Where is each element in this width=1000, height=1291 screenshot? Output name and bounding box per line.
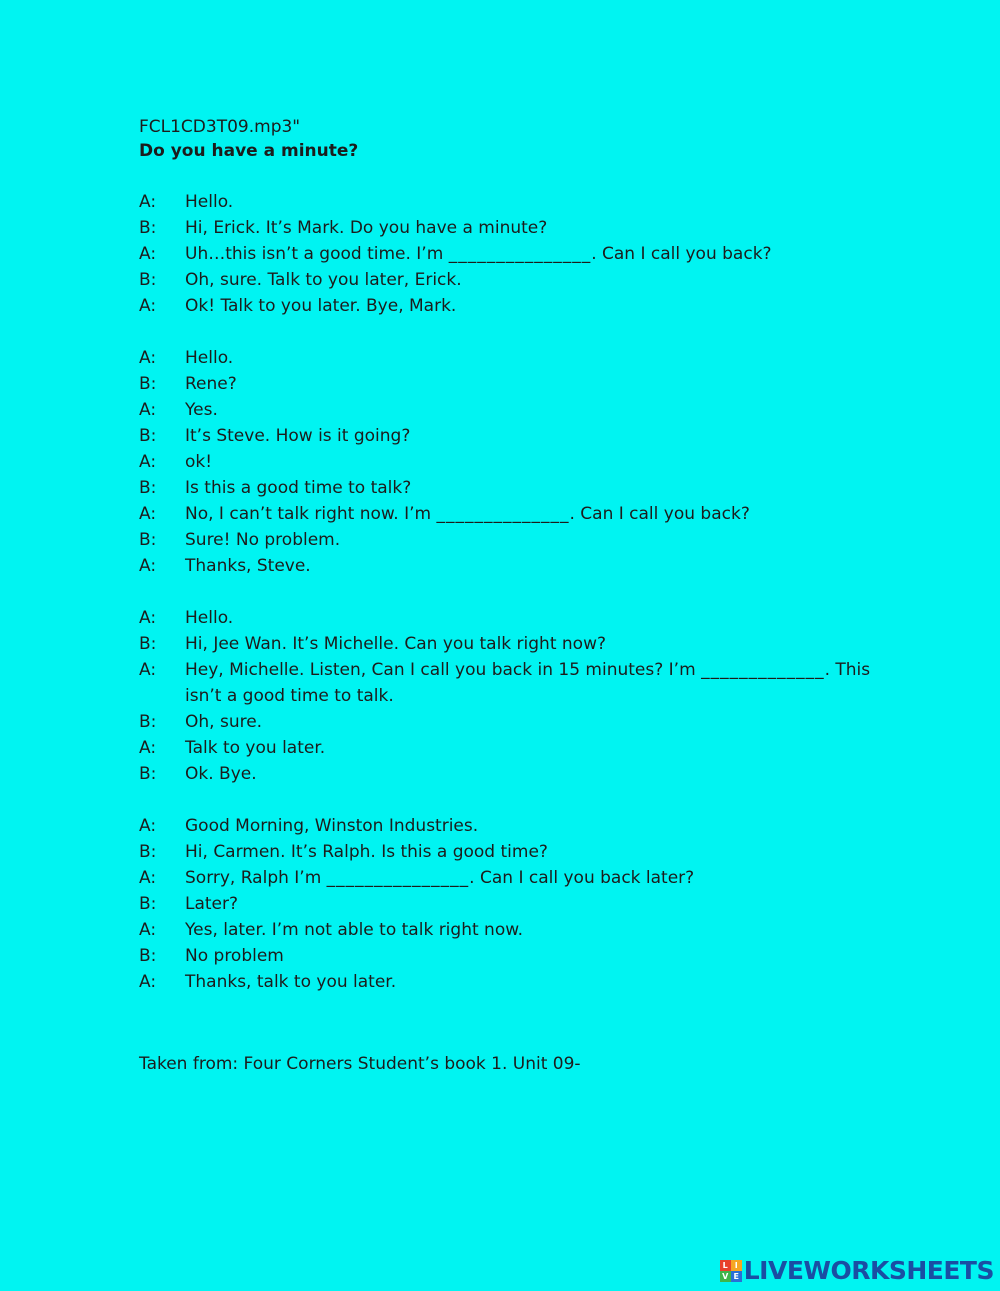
audio-filename: FCL1CD3T09.mp3" (139, 117, 301, 137)
speaker-label: A: (139, 738, 157, 758)
dialogue-line (139, 891, 899, 917)
answer-blank[interactable]: _______________ (326, 868, 470, 888)
speaker-label: A: (139, 608, 157, 628)
dialogue-block (139, 813, 899, 995)
speaker-label: B: (139, 478, 157, 498)
dialogue-line (139, 293, 899, 319)
dialogue-line (139, 423, 899, 449)
text-after-blank: . Can I call you back? (591, 244, 772, 264)
dialogue-text (185, 501, 885, 527)
dialogue-text: Yes. (185, 400, 218, 420)
speaker-label: B: (139, 426, 157, 446)
brand-logo-letter: E (731, 1271, 742, 1282)
dialogue-line (139, 501, 899, 527)
dialogue-line (139, 241, 899, 267)
speaker-label: A: (139, 192, 157, 212)
dialogue-text: Sure! No problem. (185, 530, 341, 550)
dialogue-text (185, 657, 885, 709)
dialogue-text: No problem (185, 946, 284, 966)
speaker-label: A: (139, 400, 157, 420)
dialogue-line (139, 631, 899, 657)
speaker-label: B: (139, 946, 157, 966)
dialogue-line (139, 761, 899, 787)
text-after-blank: . Can I call you back? (569, 504, 750, 524)
speaker-label: A: (139, 920, 157, 940)
speaker-label: B: (139, 218, 157, 238)
dialogue-text: Hi, Jee Wan. It’s Michelle. Can you talk right now? (185, 634, 607, 654)
dialogue-line (139, 345, 899, 371)
text-before-blank: Sorry, Ralph I’m (185, 868, 327, 888)
dialogue-line (139, 449, 899, 475)
speaker-label: A: (139, 972, 157, 992)
dialogue-line (139, 605, 899, 631)
dialogue-line (139, 527, 899, 553)
dialogue-line (139, 943, 899, 969)
dialogue-text: Yes, later. I’m not able to talk right now. (185, 920, 523, 940)
speaker-label: B: (139, 270, 157, 290)
brand-text: LIVEWORKSHEETS (743, 1256, 994, 1285)
dialogue-line (139, 371, 899, 397)
dialogue-text: Ok! Talk to you later. Bye, Mark. (185, 296, 457, 316)
worksheet (139, 116, 899, 995)
dialogue-text: Hello. (185, 192, 234, 212)
speaker-label: B: (139, 894, 157, 914)
dialogue-text: Oh, sure. Talk to you later, Erick. (185, 270, 462, 290)
dialogue-line (139, 553, 899, 579)
speaker-label: A: (139, 348, 157, 368)
speaker-label: B: (139, 530, 157, 550)
answer-blank[interactable]: ______________ (436, 504, 570, 524)
dialogue-text: Talk to you later. (185, 738, 326, 758)
dialogue-text: Is this a good time to talk? (185, 478, 412, 498)
dialogue-line (139, 189, 899, 215)
dialogue-text: Rene? (185, 374, 237, 394)
dialogue-text: Thanks, Steve. (185, 556, 311, 576)
brand-logo-letter: I (731, 1260, 742, 1271)
brand-logo-icon (720, 1260, 742, 1282)
dialogue-line (139, 813, 899, 839)
dialogue-line (139, 917, 899, 943)
speaker-label: B: (139, 374, 157, 394)
answer-blank[interactable]: _______________ (448, 244, 592, 264)
dialogue-text: Hi, Carmen. It’s Ralph. Is this a good time? (185, 842, 548, 862)
answer-blank[interactable]: _____________ (701, 660, 825, 680)
text-before-blank: Hey, Michelle. Listen, Can I call you back in 15 minutes? I’m (185, 660, 702, 680)
brand-logo-letter: V (720, 1271, 731, 1282)
dialogue-text (185, 241, 885, 267)
speaker-label: A: (139, 816, 157, 836)
speaker-label: A: (139, 556, 157, 576)
speaker-label: B: (139, 712, 157, 732)
dialogue-block (139, 605, 899, 787)
dialogue-text: Hello. (185, 348, 234, 368)
dialogue-line (139, 267, 899, 293)
dialogue-line (139, 657, 899, 709)
liveworksheets-logo (720, 1256, 994, 1285)
speaker-label: A: (139, 296, 157, 316)
text-after-blank: . This isn’t a good time to talk. (185, 660, 871, 706)
dialogue-text: Ok. Bye. (185, 764, 257, 784)
dialogue-text: Good Morning, Winston Industries. (185, 816, 479, 836)
dialogue-line (139, 475, 899, 501)
speaker-label: A: (139, 244, 157, 264)
text-after-blank: . Can I call you back later? (469, 868, 695, 888)
dialogue-line (139, 735, 899, 761)
speaker-label: B: (139, 842, 157, 862)
brand-logo-letter: L (720, 1260, 731, 1271)
dialogue-line (139, 215, 899, 241)
text-before-blank: Uh…this isn’t a good time. I’m (185, 244, 449, 264)
dialogue-text: ok! (185, 452, 213, 472)
dialogue-text: Hello. (185, 608, 234, 628)
dialogue-text (185, 865, 885, 891)
dialogue-text: Hi, Erick. It’s Mark. Do you have a minute? (185, 218, 548, 238)
dialogues-container (139, 189, 899, 995)
source-credit: Taken from: Four Corners Student’s book 1. Unit 09- (139, 1054, 581, 1074)
dialogue-block (139, 345, 899, 579)
page-title: Do you have a minute? (139, 141, 359, 161)
dialogue-text: Thanks, talk to you later. (185, 972, 397, 992)
dialogue-line (139, 969, 899, 995)
speaker-label: A: (139, 660, 157, 680)
speaker-label: A: (139, 504, 157, 524)
dialogue-block (139, 189, 899, 319)
dialogue-text: It’s Steve. How is it going? (185, 426, 411, 446)
dialogue-text: Later? (185, 894, 239, 914)
dialogue-line (139, 839, 899, 865)
dialogue-line (139, 709, 899, 735)
dialogue-line (139, 865, 899, 891)
dialogue-line (139, 397, 899, 423)
speaker-label: B: (139, 634, 157, 654)
speaker-label: A: (139, 868, 157, 888)
dialogue-text: Oh, sure. (185, 712, 263, 732)
speaker-label: B: (139, 764, 157, 784)
speaker-label: A: (139, 452, 157, 472)
text-before-blank: No, I can’t talk right now. I’m (185, 504, 437, 524)
